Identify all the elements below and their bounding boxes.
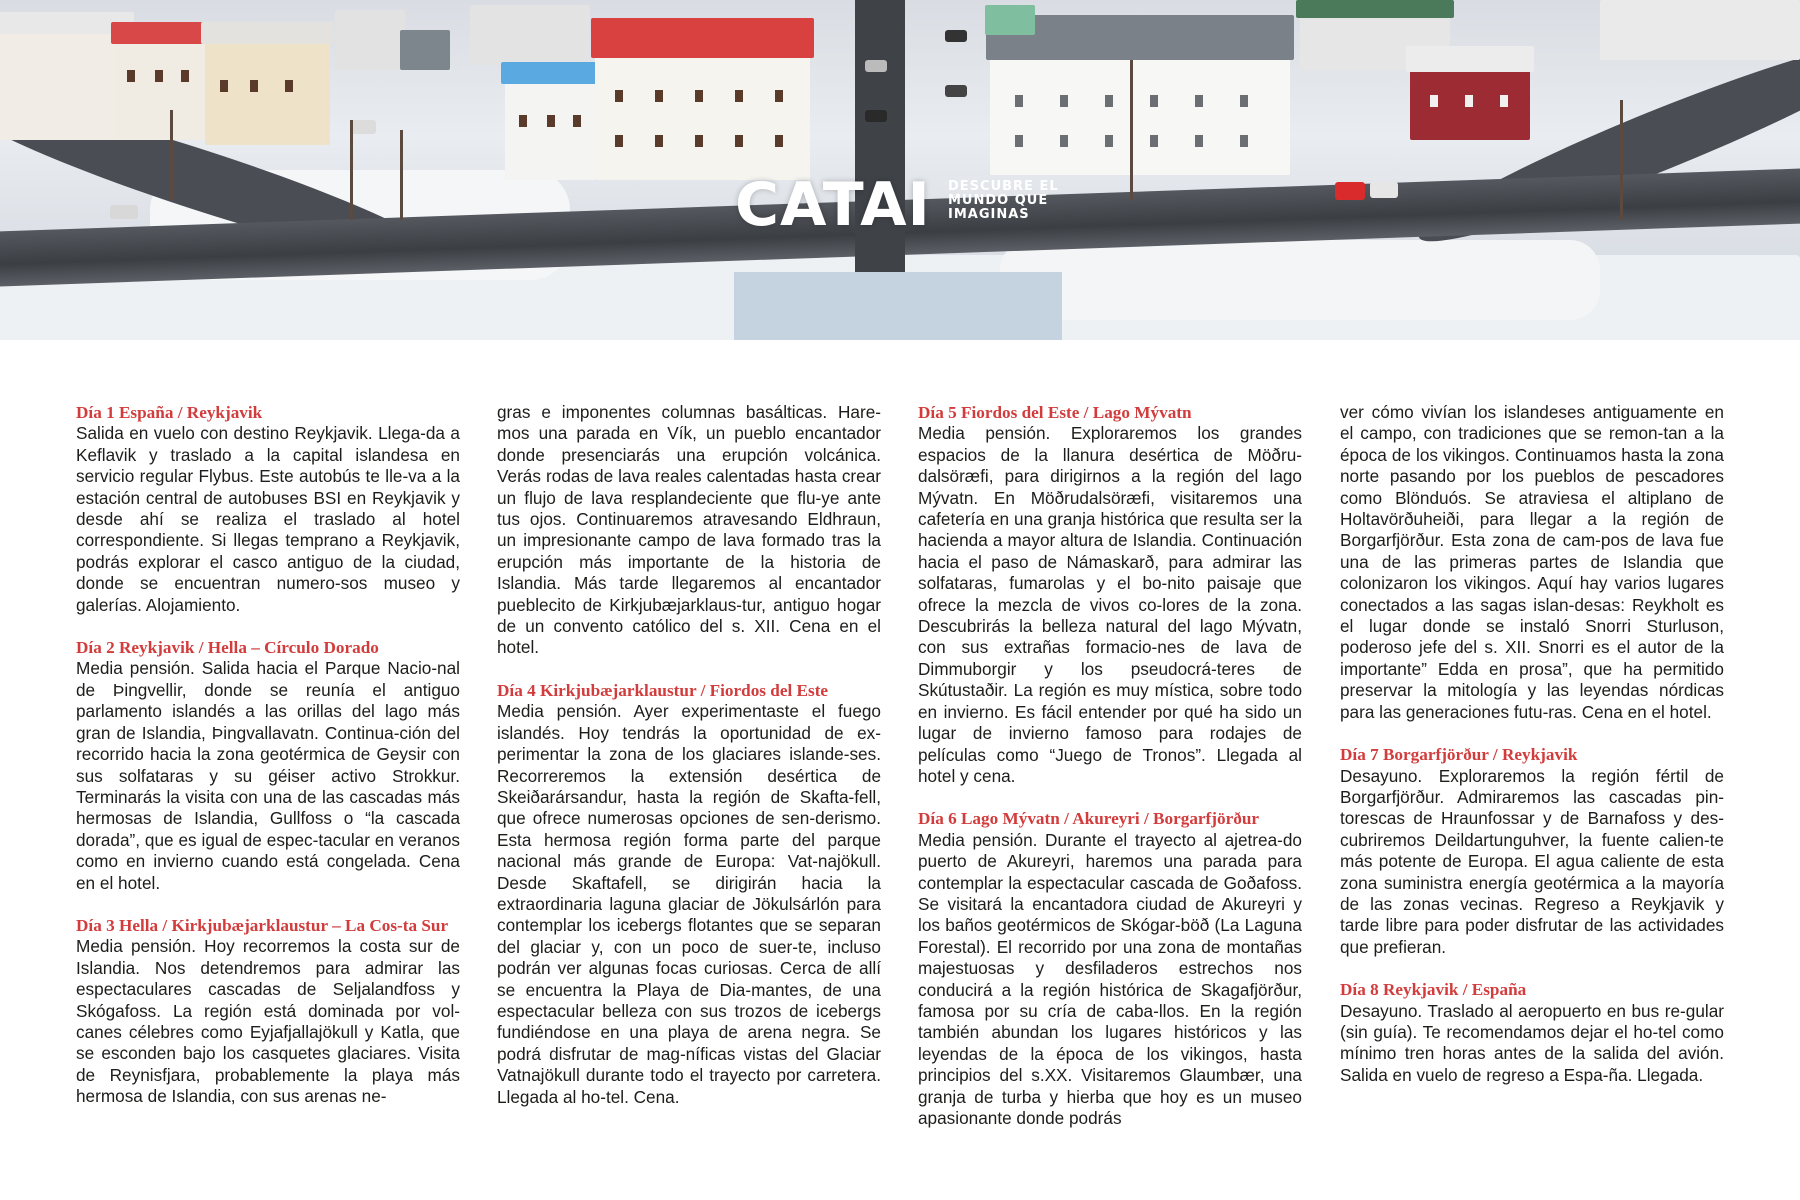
day-body: Desayuno. Exploraremos la región fértil de Borgarfjörður. Admiraremos las cascadas pin-torescas de Hraunfossar y de Barnafoss y des-cubriremos Deildartunguhver, la fuente calien-te más potente de Europa. El agua caliente de esta zona suministra energía geotérmica a la mayoría de las zonas vecinas. Regreso a Reykjavik y tarde libre para poder disfrutar de las actividades que prefieran. bbox=[1340, 765, 1724, 957]
house bbox=[115, 40, 205, 140]
house bbox=[985, 5, 1035, 35]
tagline-line: MUNDO QUE bbox=[948, 193, 1049, 208]
day-body: Media pensión. Salida hacia el Parque Nacio-nal de Þingvellir, donde se reunía el antiguo parlamento islandés a las orillas del lago más gran de Islandia, Þingvallavatn. Continua-ción del recorrido hacia la zona geotérmica de Geysir con sus solfataras y su géiser activo Strokkur. Terminarás la visita con una de las cascadas más hermosas de Islandia, Gullfoss o “la cascada dorada”, que es igual de espec-tacular en veranos como en invierno cuando está congelada. Cena en el hotel. bbox=[76, 658, 460, 893]
car bbox=[945, 30, 967, 42]
day-block bbox=[918, 402, 1302, 787]
logo-tagline bbox=[948, 180, 1078, 222]
text-column-1 bbox=[76, 402, 460, 1129]
car bbox=[945, 85, 967, 97]
day-body: Salida en vuelo con destino Reykjavik. Llega-da a Keflavik y traslado a la capital islandesa en servicio regular Flybus. Este autobús te lle-va a la estación central de autobuses BSI en Reykjavik y desde ahí se realiza el traslado al hotel correspondiente. Si llegas temprano a Reykjavik, podrás explorar el casco antiguo de la ciudad, donde se encuentran numero-sos museo y galerías. Alojamiento. bbox=[76, 423, 460, 615]
day-body: Desayuno. Traslado al aeropuerto en bus re-gular (sin guía). Te recomendamos dejar el ho-tel como mínimo tren horas antes de la salida del avión. Salida en vuelo de regreso a Espa-ña. Llegada. bbox=[1340, 1000, 1724, 1085]
house bbox=[1600, 0, 1800, 60]
day-title: Día 1 España / Reykjavik bbox=[76, 403, 263, 422]
tagline-line: DESCUBRE EL bbox=[948, 179, 1059, 194]
hero-photo bbox=[0, 0, 1800, 340]
logo-wordmark: CATAI bbox=[735, 170, 931, 240]
day-title: Día 3 Hella / Kirkjubæjarklaustur – La Cos-ta Sur bbox=[76, 915, 449, 935]
house bbox=[1410, 70, 1530, 140]
day-block bbox=[1340, 744, 1724, 958]
day-title: Día 5 Fiordos del Este / Lago Mývatn bbox=[918, 403, 1192, 422]
day-block bbox=[76, 637, 460, 894]
day-title: Día 8 Reykjavik / España bbox=[1340, 980, 1527, 1000]
car bbox=[110, 205, 138, 219]
day-block bbox=[76, 402, 460, 616]
house bbox=[595, 40, 810, 180]
day-block bbox=[76, 915, 460, 1108]
tree bbox=[170, 110, 173, 200]
car bbox=[350, 120, 376, 134]
tree bbox=[400, 130, 403, 220]
snow-park bbox=[1000, 240, 1600, 320]
tree bbox=[1130, 60, 1133, 200]
day-block bbox=[1340, 979, 1724, 1086]
tree bbox=[350, 120, 353, 220]
day-body: Media pensión. Exploraremos los grandes espacios de la llanura desértica de Möðru-dalsöræfi, para dirigirnos a la región del lago Mývatn. En Möðrudalsöræfi, visitaremos una cafetería en una granja histórica que resulta ser la hacienda a mayor altura de Islandia. Continuación hacia el paso de Námaskarð, para admirar las solfataras, fumarolas y el bo-nito paisaje que ofrece la mezcla de vivos co-lores de la zona. Descubrirás la belleza natural del lago Mývatn, con sus extrañas formacio-nes de lava de Dimmuborgir y los pseudocrá-teres de Skútustaðir. La región es muy mística, sobre todo en invierno. Es fácil entender por qué ha sido un lugar de invierno famoso para rodajes de películas como “Juego de Tronos”. Llegada al hotel y cena. bbox=[918, 423, 1302, 786]
day-title: Día 6 Lago Mývatn / Akureyri / Borgarfjörður bbox=[918, 809, 1260, 829]
day-body: Media pensión. Hoy recorremos la costa sur de Islandia. Nos detendremos para admirar las espectaculares cascadas de Seljalandfoss y Skógafoss. La región está dominada por vol-canes célebres como Eyjafjallajökull y Katla, que se esconden bajo los casquetes glaciares. Visita de Reynisfjara, probablemente la playa más hermosa de Islandia, con sus arenas ne- bbox=[76, 936, 460, 1107]
continued-text: gras e imponentes columnas basálticas. Hare-mos una parada en Vík, un pueblo encantador donde presenciarás una erupción volcánica. Verás rodas de lava reales calentadas hasta crear un flujo de lava resplandeciente que flu-ye ante tus ojos. Continuaremos atravesando Eldhraun, un impresionante campo de lava formado tras la erupción más importante de la historia de Islandia. Más tarde llegaremos al encantador pueblecito de Kirkjubæjarklaus-tur, antiguo hogar de un convento católico del s. XII. Cena en el hotel. bbox=[497, 402, 881, 658]
car bbox=[865, 60, 887, 72]
car bbox=[1335, 182, 1365, 200]
house bbox=[205, 40, 330, 145]
car bbox=[1370, 182, 1398, 198]
tagline-line: IMAGINAS bbox=[948, 207, 1030, 222]
day-title: Día 4 Kirkjubæjarklaustur / Fiordos del Este bbox=[497, 680, 829, 700]
house bbox=[0, 30, 130, 140]
day-block bbox=[918, 808, 1302, 1129]
text-column-2 bbox=[497, 402, 881, 1129]
text-column-3 bbox=[918, 402, 1302, 1150]
house bbox=[470, 5, 590, 65]
car bbox=[865, 110, 887, 122]
tree bbox=[1620, 100, 1623, 220]
day-title: Día 2 Reykjavik / Hella – Círculo Dorado bbox=[76, 638, 379, 658]
day-body: Media pensión. Durante el trayecto al ajetrea-do puerto de Akureyri, haremos una parada para contemplar la espectacular cascada de Goðafoss. Se visitará la encantadora ciudad de Akureyri y los baños geotérmicos de Skógar-böð (La Laguna Forestal). El recorrido por una zona de montañas majestuosas y desfiladeros estrechos nos conducirá a la región histórica de Skagafjörður, famosa por su cría de caba-llos. En la región también abundan los lugares históricos y las leyendas de la época de los vikingos, hasta principios del s.XX. Visitaremos Glaumbær, una granja de turba y hierba que hoy es un museo apasionante donde podrás bbox=[918, 829, 1302, 1128]
day-body: Media pensión. Ayer experimentaste el fuego islandés. Hoy tendrás la oportunidad de ex-perimentar la zona de los glaciares islande-ses. Recorreremos la extensión desértica de Skeiðarársandur, hasta la región de Skafta-fell, que ofrece numerosas opciones de sen-derismo. Esta hermosa región forma parte del parque nacional más grande de Europa: Vat-najökull. Desde Skaftafell, se dirigirán hacia la extraordinaria laguna glaciar de Jökulsárlón para contemplar los icebergs flotantes que se separan del glaciar y, con un poco de suer-te, incluso podrán ver algunas focas curiosas. Cerca de allí se encuentra la Playa de Dia-mantes, de una espectacular belleza con sus trozos de icebergs fundiéndose en una playa de arena negra. Se podrá disfrutar de mag-níficas vistas del Glaciar Vatnajökull durante todo el trayecto por carretera. Llegada al ho-tel. Cena. bbox=[497, 701, 881, 1107]
text-column-4 bbox=[1340, 402, 1724, 1107]
day-title: Día 7 Borgarfjörður / Reykjavik bbox=[1340, 745, 1578, 765]
day-block bbox=[497, 680, 881, 1108]
house bbox=[505, 80, 595, 180]
house bbox=[990, 25, 1290, 175]
house bbox=[400, 30, 450, 70]
header-tab-shape bbox=[734, 272, 1062, 340]
continued-text: ver cómo vivían los islandeses antiguamente en el campo, con tradiciones que se remon-tan a la época de los vikingos. Continuamos hasta la zona norte pasando por los pueblos de pescadores como Blönduós. Se atraviesa el altiplano de Holtavörðuheiði, para llegar a la región de Borgarfjörður. Esta zona de cam-pos de lava fue una de las primeras partes de Islandia que colonizaron los vikingos. Aquí hay varios lugares conectados a las sagas islan-desas: Reykholt es el lugar donde se instaló Snorri Sturluson, poderoso jefe del s. XII. Snorri es el autor de la importante” Edda en prosa”, que ha permitido preservar la mitología y las leyendas nórdicas para las generaciones futu-ras. Cena en el hotel. bbox=[1340, 402, 1724, 722]
house bbox=[335, 10, 405, 70]
